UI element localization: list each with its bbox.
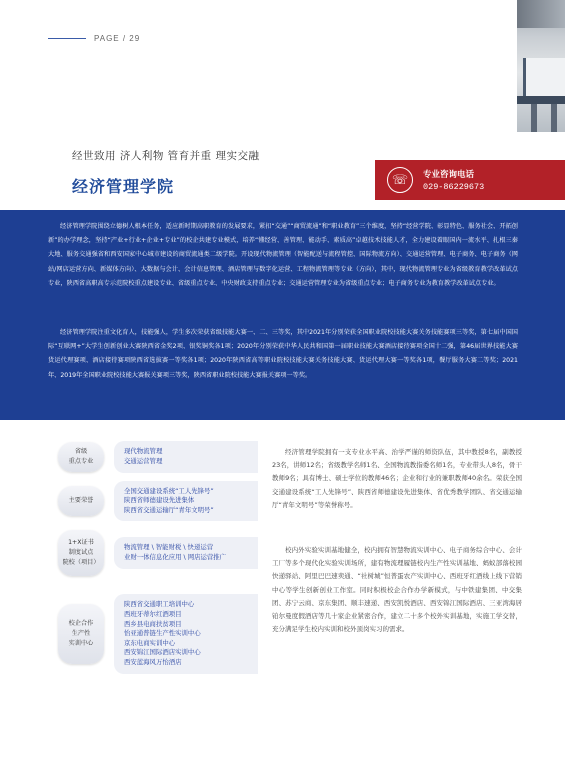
intro-band: [0, 210, 565, 420]
info-value: 西安锦江国际酒店实训中心: [124, 648, 201, 657]
info-row-honors: [58, 480, 258, 522]
info-value: 交通运营管理: [124, 457, 163, 465]
header-rule: [48, 38, 86, 39]
training-base-paragraph: 校内外实验实训基地健全，校内拥有智慧物流实训中心、电子商务综合中心、会计工厂等多个现代化实验实训场所，建有物流理履链校内生产性实训基地、蚂蚁部落校园快递驿站、阿里巴巴速卖通、“社树城”恒普蛋农产实训中心、西班牙红酒线上线下营销中心等学生创新创业工作室。同时积极校企合作办学新模式，与中铁建集团、中交集团、苏宁云商、京东集团、顺丰速递、西安凯悦酒店、西安锦江国际酒店、三亚湾海居铂尔曼度假酒店等几十家企业紧密合作，建立二十多个校外实训基地，实施工学交替，充分满足学生校内实训和校外顶岗实习的需求。: [272, 546, 522, 634]
info-value: 西安蓝海风万怡酒店: [124, 657, 182, 666]
info-value: 西班牙蒂尔红酒项目: [124, 610, 182, 619]
intro-paragraph: 经济管理学院注重文化育人，技能强人，学生多次荣获省级技能大赛一、二、三等奖，其中2021年分别荣获全国职业院校技能大赛关务技能赛项三等奖，第七届中国国际“互联网+”大学生创新创业大赛陕西省金奖2项、银奖铜奖各1项；2020年分别荣获中华人民共和国第一届职业技能大赛酒店接待赛项全国十二强，第46届世界技能大赛货运代理赛项、酒店接待赛项陕西省选拔赛一等奖各1项；2020年陕西省高等职业院校技能大赛关务技能大赛、货运代理大赛一等奖各1项，餐厅服务大赛二等奖；2021年、2019年全国职业院校技能大赛报关赛项三等奖，陕西省职业院校技能大赛报关赛项一等奖。: [48, 329, 518, 379]
info-values: [114, 537, 258, 568]
info-value: 物流管理 \ 智能财税 \ 快递运营: [124, 543, 214, 552]
hotline-banner: [375, 160, 565, 200]
info-value: 陕西省交通职工培训中心: [124, 600, 195, 609]
info-values: [114, 594, 258, 673]
factory-photo: [517, 0, 565, 132]
info-value: 全国交通建设系统“工人先锋号”: [124, 486, 214, 495]
info-label: 1+X证书 制度试点 院校（项目）: [58, 530, 104, 576]
info-values: [114, 481, 258, 522]
intro-paragraph: 经济管理学院围绕立德树人根本任务，适应新时期高职教育的发展要求，紧扣“交通”“商贸流通”和“职业教育”三个维度，坚持“经营学院、彰显特色、服务社会、开拓创新”的办学理念，坚持“产业+行业+企业+专业”的校企共建专业模式，培养“懂经营、善管理、能动手、素质高”卓越技术技能人才，全力建设着眼国内一流水平、扎根三秦大地、服务交通强省和西安国家中心城市建设的商贸流通类二级学院。开设现代物流管理（智能配送与流程管控、国际物流方向）、交通运营管理、电子商务、电子商务（网站/网店运营方向、新媒体方向）、大数据与会计、会计信息管理、酒店管理与数字化运营、工程物流管理等专业（方向），其中，现代物流管理专业为省级教育教学改革试点专业，陕西省高职高专示范院校重点建设专业、省级重点专业、中央财政支持重点专业；交通运营管理专业为省级重点专业；电子商务专业为教育教学改革试点专业。: [48, 223, 518, 287]
hotline-label: 专业咨询电话: [423, 170, 475, 180]
info-value: 陕西省交通运输厅“青年文明号”: [124, 505, 214, 514]
hotline-number: 029-86229673: [423, 182, 485, 192]
phone-icon: ☏: [387, 167, 413, 193]
info-panel: [58, 440, 258, 690]
info-values: [114, 441, 258, 472]
info-label: 校企合作 生产性 实训中心: [58, 604, 104, 664]
info-row-key-majors: [58, 440, 258, 474]
info-value: 业财一体信息化应用 \ 网店运营推广: [124, 553, 227, 561]
info-value: 怡亚通普链生产性实训中心: [124, 629, 201, 638]
info-value: 西乡县电商扶贫项目: [124, 619, 182, 628]
info-row-training-centers: [58, 584, 258, 684]
page-number: PAGE / 29: [94, 34, 141, 43]
info-value: 现代物流管理: [124, 447, 163, 456]
college-title: 经济管理学院: [72, 177, 175, 196]
info-value: 陕西省师德建设先进集体: [124, 496, 195, 505]
faculty-paragraph: 经济管理学院拥有一支专业水平高、治学严谨的师资队伍，其中教授8名，副教授23名，讲师12名；省级教学名师1名、全国物流教指委名师1名，专业带头人8名，骨干教师9名；具有博士、硕士学位的教师46名；企业和行业的兼职教师40余名。荣获全国交通建设系统“工人先锋号”、陕西省师德建设先进集体、省优秀教学团队、省交通运输厅“青年文明号”等荣誉称号。: [272, 448, 522, 509]
info-label: 主要荣誉: [58, 486, 104, 516]
info-value: 京东电商实训中心: [124, 638, 176, 647]
info-row-1x-certificate: [58, 528, 258, 578]
page-header: [48, 34, 140, 43]
info-label: 省级 重点专业: [58, 442, 104, 472]
college-motto: 经世致用 济人利物 管育并重 理实交融: [72, 150, 260, 162]
